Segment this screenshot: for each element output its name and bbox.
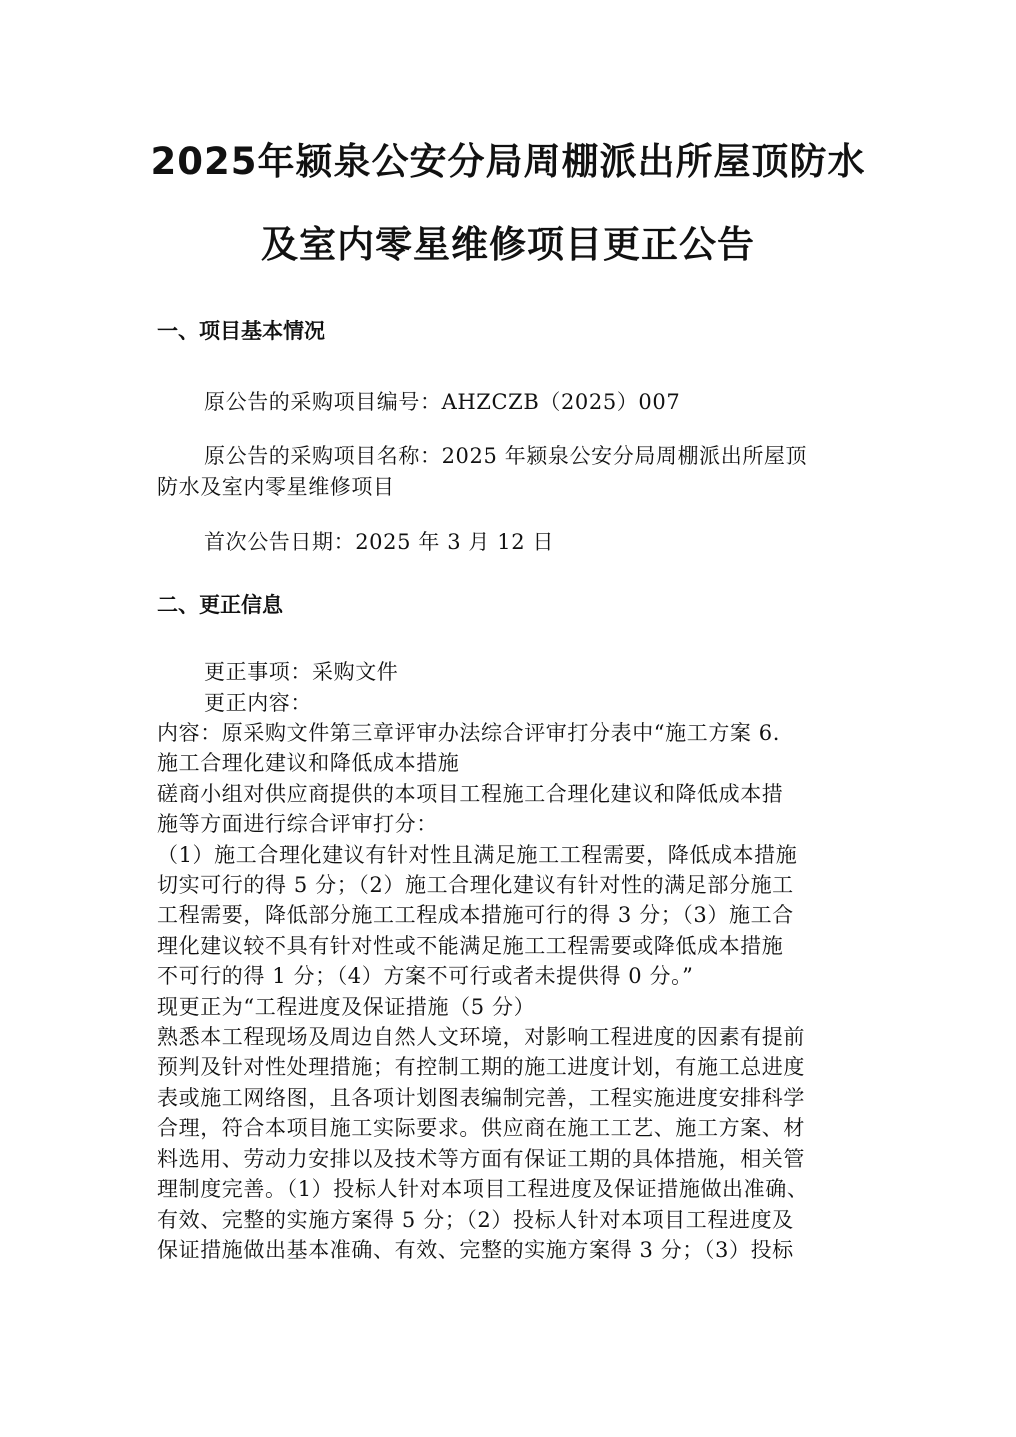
body-line: 表或施工网络图，且各项计划图表编制完善，工程实施进度安排科学 bbox=[157, 1085, 805, 1110]
body-line: 现更正为“工程进度及保证措施（5 分） bbox=[157, 994, 536, 1019]
section-heading-basic-info: 一、项目基本情况 bbox=[157, 319, 325, 343]
body-line: 合理，符合本项目施工实际要求。供应商在施工工艺、施工方案、材 bbox=[157, 1116, 805, 1141]
document-title-line-2: 及室内零星维修项目更正公告 bbox=[261, 223, 755, 266]
original-project-name-line-2: 防水及室内零星维修项目 bbox=[157, 475, 395, 499]
correction-item: 更正事项：采购文件 bbox=[204, 660, 399, 684]
section-heading-correction-info: 二、更正信息 bbox=[157, 593, 283, 617]
body-line: 理化建议较不具有针对性或不能满足施工工程需要或降低成本措施 bbox=[157, 933, 784, 958]
document-title-line-1: 2025年颍泉公安分局周棚派出所屋顶防水 bbox=[150, 140, 866, 183]
original-project-name-line-1: 原公告的采购项目名称：2025 年颍泉公安分局周棚派出所屋顶 bbox=[204, 444, 808, 468]
first-announcement-date: 首次公告日期：2025 年 3 月 12 日 bbox=[204, 530, 555, 554]
body-line: 切实可行的得 5 分；（2）施工合理化建议有针对性的满足部分施工 bbox=[157, 873, 794, 898]
original-project-code: 原公告的采购项目编号：AHZCZB（2025）007 bbox=[204, 390, 681, 414]
body-line: 熟悉本工程现场及周边自然人文环境，对影响工程进度的因素有提前 bbox=[157, 1025, 805, 1050]
correction-body-text bbox=[157, 718, 808, 1265]
correction-content-label: 更正内容： bbox=[204, 691, 312, 715]
body-line: 施等方面进行综合评审打分： bbox=[157, 812, 438, 837]
body-line: 内容：原采购文件第三章评审办法综合评审打分表中“施工方案 6. bbox=[157, 721, 781, 745]
body-line: 预判及针对性处理措施；有控制工期的施工进度计划，有施工总进度 bbox=[157, 1055, 805, 1080]
body-line: 料选用、劳动力安排以及技术等方面有保证工期的具体措施，相关管 bbox=[157, 1146, 805, 1171]
body-line: （1）施工合理化建议有针对性且满足施工工程需要，降低成本措施 bbox=[157, 842, 798, 867]
body-line: 不可行的得 1 分；（4）方案不可行或者未提供得 0 分。” bbox=[157, 964, 694, 989]
body-line: 施工合理化建议和降低成本措施 bbox=[157, 751, 460, 776]
body-line: 工程需要，降低部分施工工程成本措施可行的得 3 分；（3）施工合 bbox=[157, 903, 794, 928]
body-line: 有效、完整的实施方案得 5 分；（2）投标人针对本项目工程进度及 bbox=[157, 1207, 794, 1232]
body-line: 理制度完善。（1）投标人针对本项目工程进度及保证措施做出准确、 bbox=[157, 1177, 809, 1202]
body-line: 磋商小组对供应商提供的本项目工程施工合理化建议和降低成本措 bbox=[157, 781, 784, 806]
body-line: 保证措施做出基本准确、有效、完整的实施方案得 3 分；（3）投标 bbox=[157, 1237, 794, 1262]
